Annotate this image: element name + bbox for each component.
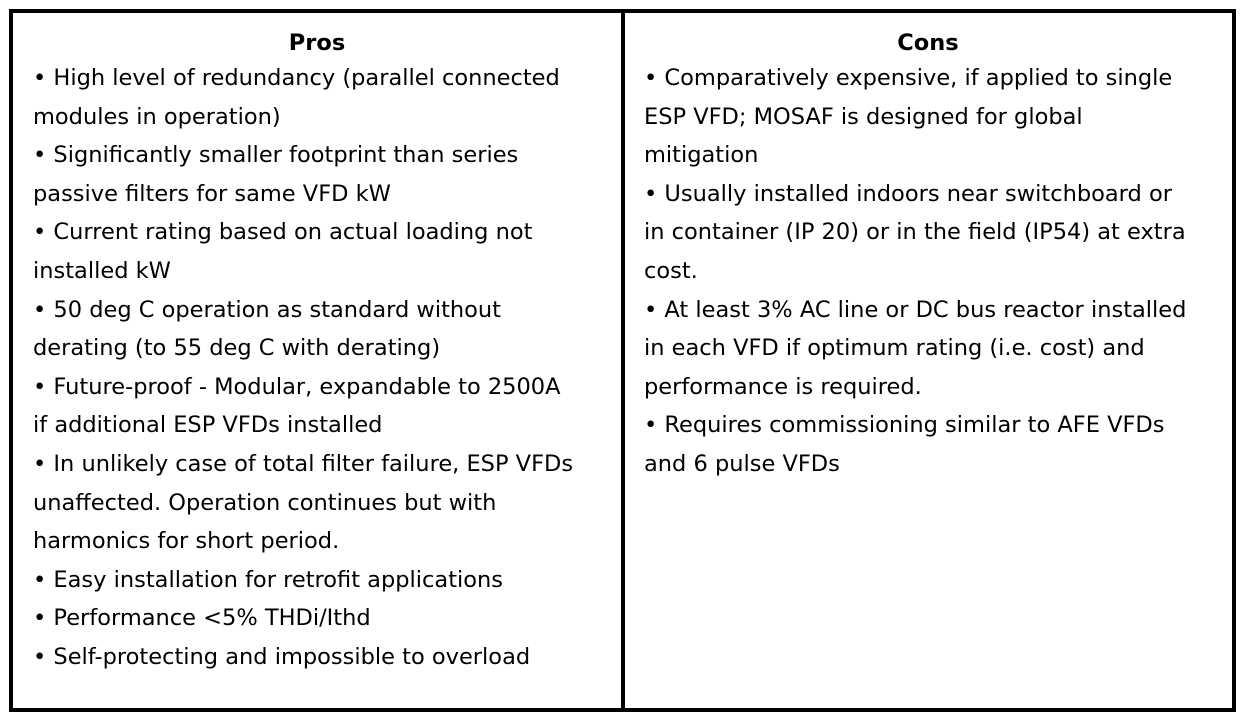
- pros-line: • High level of redundancy (parallel connected: [33, 65, 560, 91]
- cons-line: in each VFD if optimum rating (i.e. cost) and: [644, 335, 1145, 362]
- cons-line: • Usually installed indoors near switchboard or: [644, 180, 1172, 207]
- cons-line: • Comparatively expensive, if applied to single: [644, 65, 1173, 91]
- pros-column: [13, 13, 625, 708]
- pros-line: • Current rating based on actual loading not: [33, 219, 533, 246]
- cons-line: and 6 pulse VFDs: [644, 450, 840, 477]
- cons-line: ESP VFD; MOSAF is designed for global: [644, 103, 1083, 130]
- cons-line: • At least 3% AC line or DC bus reactor installed: [644, 296, 1187, 323]
- pros-line: installed kW: [33, 257, 171, 284]
- pros-header: Pros: [288, 30, 346, 56]
- cons-list: [644, 59, 1232, 484]
- cons-header: Cons: [897, 30, 959, 56]
- cons-line: in container (IP 20) or in the field (IP54) at extra: [644, 219, 1186, 246]
- pros-line: • Performance <5% THDi/Ithd: [33, 605, 371, 632]
- cons-line: performance is required.: [644, 373, 922, 400]
- cons-column: [625, 13, 1232, 708]
- cons-line: cost.: [644, 257, 698, 284]
- pros-line: • Easy installation for retrofit applications: [33, 566, 504, 593]
- pros-line: modules in operation): [33, 103, 281, 130]
- pros-line: harmonics for short period.: [33, 528, 340, 555]
- cons-line: • Requires commissioning similar to AFE VFDs: [644, 412, 1165, 439]
- pros-line: • Future-proof - Modular, expandable to 2500A: [33, 373, 561, 400]
- pros-line: unaffected. Operation continues but with: [33, 489, 497, 516]
- pros-line: if additional ESP VFDs installed: [33, 412, 383, 439]
- pros-line: • Significantly smaller footprint than series: [33, 142, 519, 169]
- pros-list: [33, 59, 621, 677]
- pros-line: • Self-protecting and impossible to overload: [33, 643, 531, 670]
- cons-line: mitigation: [644, 142, 759, 169]
- pros-cons-table: [9, 9, 1236, 712]
- pros-line: • 50 deg C operation as standard without: [33, 296, 502, 323]
- pros-line: passive filters for same VFD kW: [33, 180, 391, 207]
- pros-line: • In unlikely case of total filter failure, ESP VFDs: [33, 450, 574, 477]
- pros-line: derating (to 55 deg C with derating): [33, 335, 441, 362]
